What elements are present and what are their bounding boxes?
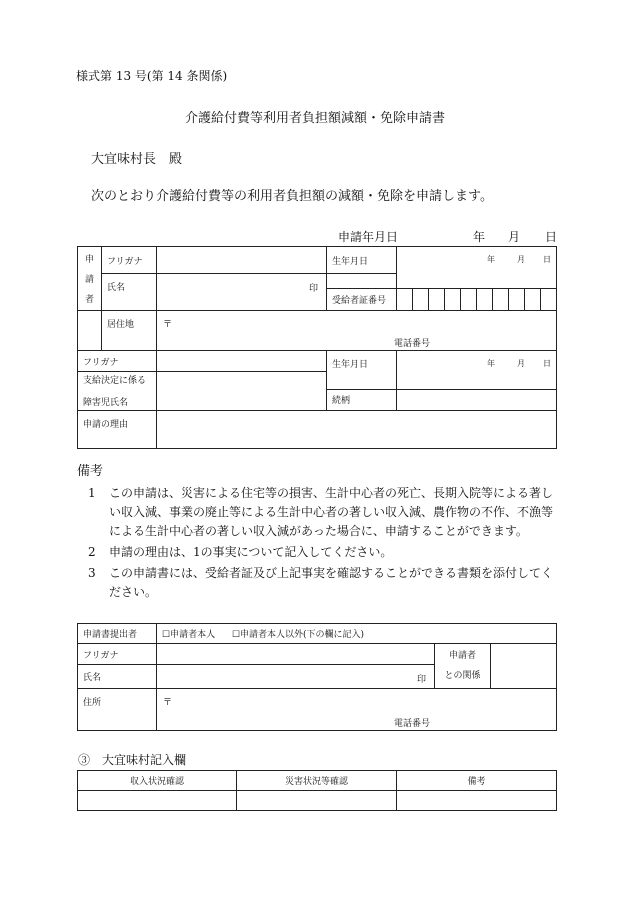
application-date-label: 申請年月日 [338,230,399,244]
cert-digit-10[interactable] [541,289,557,311]
applicant-name-label: 氏名 [102,274,157,311]
submitter-address-field[interactable] [157,689,557,731]
income-check-field[interactable] [78,791,237,811]
disaster-check-header: 災害状況等確認 [237,771,397,791]
relationship-label: 続柄 [327,389,397,410]
cert-digit-5[interactable] [461,289,477,311]
form-title: 介護給付費等利用者負担額減額・免除申請書 [184,111,445,126]
child-furigana-field[interactable] [157,351,327,372]
child-birth-year: 年 [487,359,495,368]
cert-digit-1[interactable] [397,289,413,311]
note-item-2 [88,543,562,562]
cert-digit-7[interactable] [493,289,509,311]
applicant-birthdate-label: 生年月日 [327,247,397,274]
village-table [77,770,557,811]
child-birth-month: 月 [517,359,525,368]
submitter-seal-mark: 印 [416,675,426,685]
submitter-label: 申請書提出者 [78,624,157,644]
submitter-address-label: 住所 [78,689,157,731]
note-number-3: 3 [88,566,96,580]
note-text-2: 申請の理由は、1の事実について記入してください。 [109,545,393,559]
applicant-name-field[interactable] [157,274,327,311]
notes-title: 備考 [77,464,104,479]
form-number: 様式第 13 号(第 14 条関係) [76,69,228,83]
submitter-table [77,623,557,731]
applicant-vertical-label [78,247,102,311]
applicant-char-2: 請 [84,275,94,285]
child-birth-day: 日 [543,359,551,368]
submitter-name-field[interactable] [157,665,435,689]
note-text-1: この申請は、災害による住宅等の損害、生計中心者の死亡、長期入院等による著しい収入減、事業の廃止等による生計中心者の著しい収入減、農作物の不作、不漁等による生計中心者の著しい収入減があった場合に、申請することができます。 [109,486,554,538]
applicant-birth-year: 年 [487,255,495,264]
cert-digit-8[interactable] [509,289,525,311]
submitter-furigana-label: フリガナ [78,644,157,665]
child-name-label [78,372,157,411]
applicant-char-3: 者 [84,295,94,305]
relationship-field[interactable] [397,389,557,410]
applicant-seal-mark: 印 [308,284,318,294]
note-item-3 [88,564,562,602]
application-date-month[interactable]: 月 [508,230,521,244]
applicant-address-field[interactable] [157,311,557,351]
relation-label [435,644,491,689]
applicant-birth-day: 日 [543,255,551,264]
applicant-address-label: 居住地 [102,311,157,351]
applicant-char-1: 申 [84,255,94,265]
applicant-birthdate-label-ext [327,274,397,289]
child-name-label-2: 障害児氏名 [83,398,129,408]
submitter-furigana-field[interactable] [157,644,435,665]
note-number-2: 2 [88,545,96,559]
applicant-birth-month: 月 [517,255,525,264]
child-birthdate-field[interactable] [397,351,557,390]
option-self-checkbox[interactable]: ☐申請者本人 [162,630,216,640]
applicant-phone-label: 電話番号 [394,339,431,349]
cert-digit-6[interactable] [477,289,493,311]
note-item-1 [88,484,562,541]
applicant-furigana-label: フリガナ [102,247,157,274]
application-date-year[interactable]: 年 [473,230,486,244]
submitter-postal-mark: 〒 [163,698,173,708]
relation-label-1: 申請者 [448,651,476,661]
applicant-furigana-field[interactable] [157,247,327,274]
child-furigana-label: フリガナ [78,351,157,372]
remarks-header: 備考 [397,771,557,791]
child-name-label-1: 支給決定に係る [83,376,147,386]
applicant-postal-mark: 〒 [163,320,173,330]
applicant-table [77,246,557,449]
submitter-options [157,624,557,644]
relation-field[interactable] [491,644,557,689]
recipient-cert-label: 受給者証番号 [327,289,397,311]
remarks-field[interactable] [397,791,557,811]
cert-digit-2[interactable] [413,289,429,311]
option-other-checkbox[interactable]: ☐申請者本人以外(下の欄に記入) [231,630,365,640]
reason-label: 申請の理由 [78,411,157,449]
relation-label-2: との関係 [444,671,481,681]
child-name-field[interactable] [157,372,327,411]
submitter-phone-label: 電話番号 [394,719,431,729]
intro-text: 次のとおり介護給付費等の利用者負担額の減額・免除を申請します。 [91,189,493,204]
income-check-header: 収入状況確認 [78,771,237,791]
addressee: 大宜味村長 殿 [91,152,183,167]
child-birthdate-label: 生年月日 [327,351,397,390]
cert-digit-4[interactable] [445,289,461,311]
reason-field[interactable] [157,411,557,449]
cert-digit-9[interactable] [525,289,541,311]
submitter-name-label: 氏名 [78,665,157,689]
note-number-1: 1 [88,486,96,500]
note-text-3: この申請書には、受給者証及び上記事実を確認することができる書類を添付してください。 [109,566,554,599]
applicant-birthdate-field[interactable] [397,247,557,289]
cert-digit-3[interactable] [429,289,445,311]
applicant-vertical-label-ext [78,311,102,351]
disaster-check-field[interactable] [237,791,397,811]
village-section-title: ③ 大宜味村記入欄 [78,753,187,767]
application-date-day[interactable]: 日 [545,230,558,244]
